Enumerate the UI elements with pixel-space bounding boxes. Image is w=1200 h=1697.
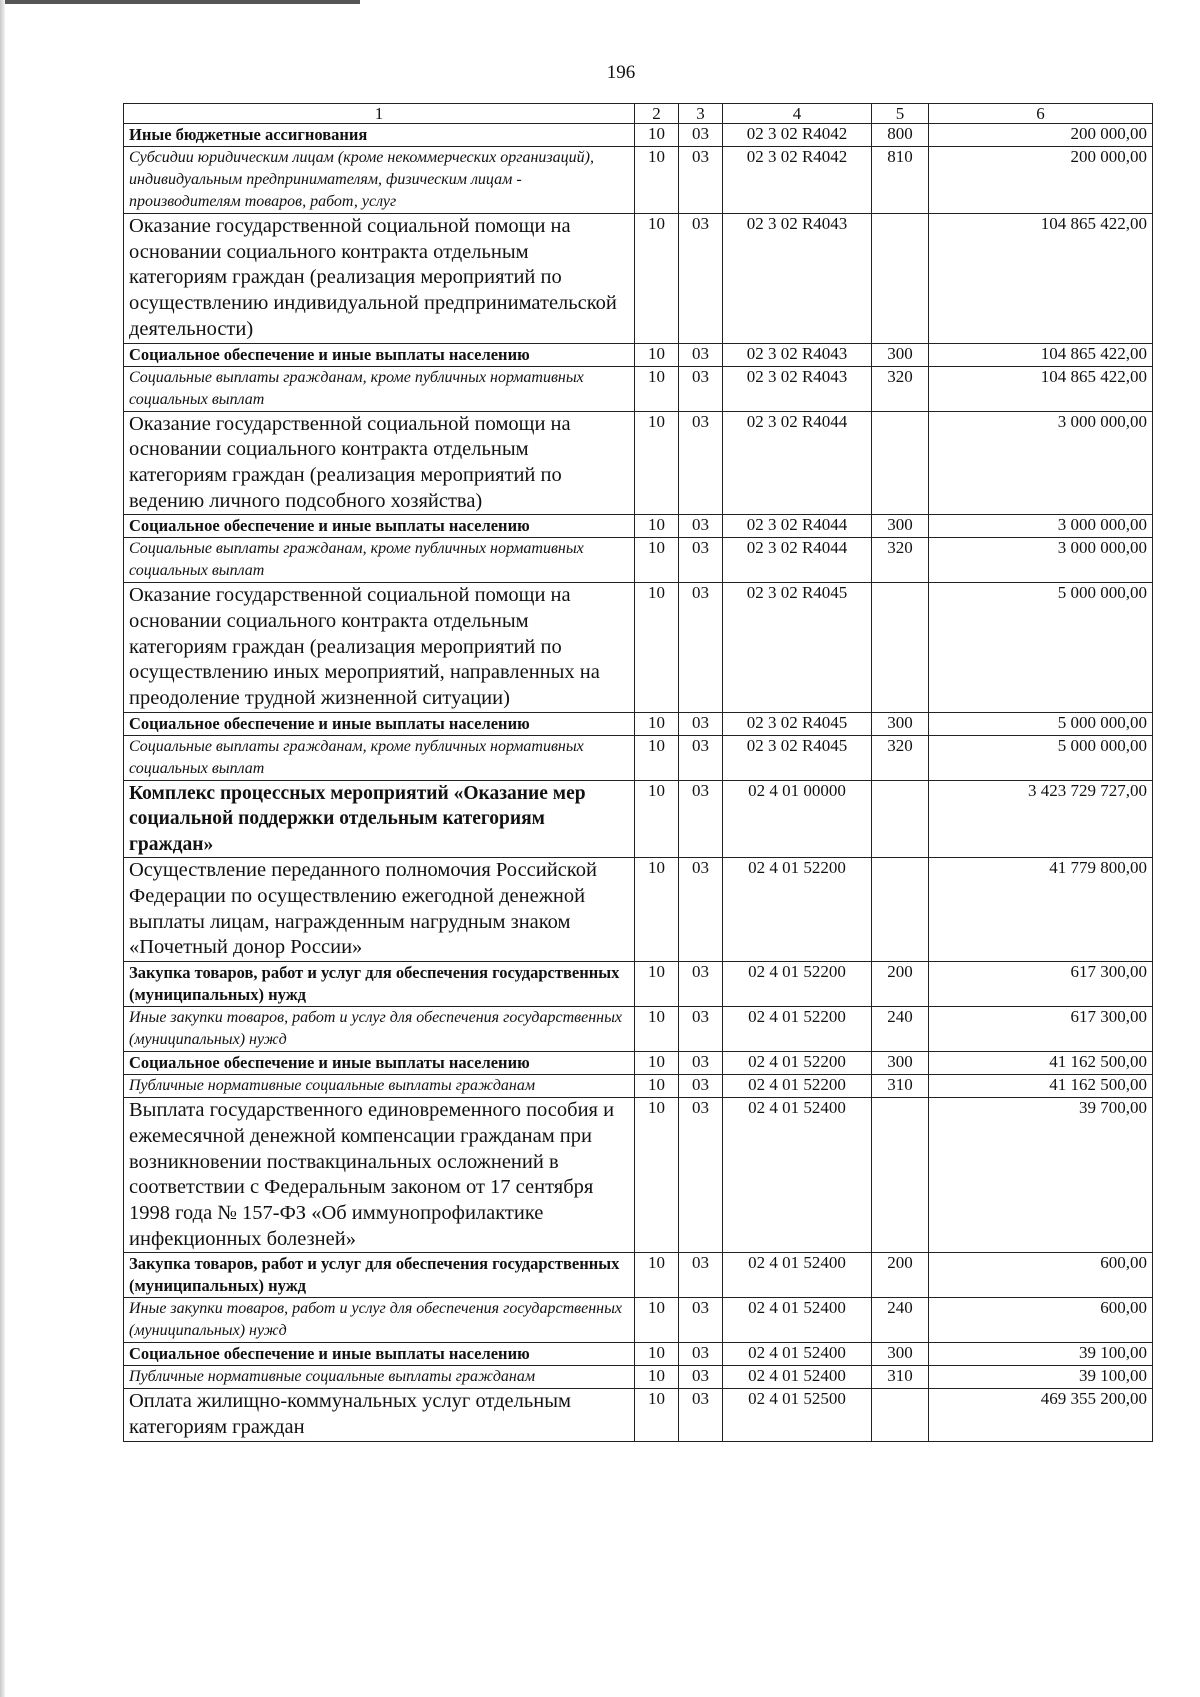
table-row: [124, 1098, 1153, 1253]
row-name-cell: Социальное обеспечение и иные выплаты населению: [124, 1343, 635, 1366]
row-name-cell: Осуществление переданного полномочия Российской Федерации по осуществлению ежегодной денежной выплаты лицам, награжденным нагрудным знаком «Почетный донор России»: [124, 858, 635, 962]
row-expense-type-cell: [872, 780, 929, 858]
row-section-cell: 10: [635, 1343, 679, 1366]
row-expense-type-cell: 200: [872, 1253, 929, 1298]
row-name-cell: Социальные выплаты гражданам, кроме публичных нормативных социальных выплат: [124, 538, 635, 583]
row-target-article-cell: 02 3 02 R4042: [723, 147, 872, 214]
row-expense-type-cell: [872, 411, 929, 515]
row-name-cell: Оказание государственной социальной помощи на основании социального контракта отдельным категориям граждан (реализация мероприятий по осуществлению индивидуальной предпринимательской деятельности): [124, 214, 635, 344]
row-target-article-cell: 02 3 02 R4045: [723, 583, 872, 713]
row-amount-cell: 617 300,00: [929, 962, 1153, 1007]
row-section-cell: 10: [635, 214, 679, 344]
row-expense-type-cell: 240: [872, 1298, 929, 1343]
row-section-cell: 10: [635, 1253, 679, 1298]
row-expense-type-cell: 300: [872, 343, 929, 366]
row-subsection-cell: 03: [679, 1052, 723, 1075]
row-subsection-cell: 03: [679, 583, 723, 713]
row-target-article-cell: 02 3 02 R4044: [723, 515, 872, 538]
row-subsection-cell: 03: [679, 214, 723, 344]
row-name-cell: Социальные выплаты гражданам, кроме публичных нормативных социальных выплат: [124, 735, 635, 780]
row-amount-cell: 617 300,00: [929, 1007, 1153, 1052]
header-cell-4: 4: [723, 104, 872, 124]
row-subsection-cell: 03: [679, 1298, 723, 1343]
row-amount-cell: 41 162 500,00: [929, 1052, 1153, 1075]
row-subsection-cell: 03: [679, 1389, 723, 1441]
row-section-cell: 10: [635, 962, 679, 1007]
row-name-cell: Социальное обеспечение и иные выплаты населению: [124, 343, 635, 366]
row-amount-cell: 600,00: [929, 1253, 1153, 1298]
header-cell-3: 3: [679, 104, 723, 124]
row-subsection-cell: 03: [679, 1007, 723, 1052]
row-name-cell: Иные закупки товаров, работ и услуг для обеспечения государственных (муниципальных) нужд: [124, 1007, 635, 1052]
row-target-article-cell: 02 3 02 R4043: [723, 366, 872, 411]
row-target-article-cell: 02 3 02 R4043: [723, 343, 872, 366]
row-subsection-cell: 03: [679, 1366, 723, 1389]
row-subsection-cell: 03: [679, 515, 723, 538]
row-amount-cell: 200 000,00: [929, 124, 1153, 147]
row-subsection-cell: 03: [679, 124, 723, 147]
table-row: [124, 1389, 1153, 1441]
table-row: [124, 1366, 1153, 1389]
row-expense-type-cell: 240: [872, 1007, 929, 1052]
row-target-article-cell: 02 3 02 R4044: [723, 538, 872, 583]
row-name-cell: Социальное обеспечение и иные выплаты населению: [124, 712, 635, 735]
table-row: [124, 1075, 1153, 1098]
row-name-cell: Социальные выплаты гражданам, кроме публичных нормативных социальных выплат: [124, 366, 635, 411]
table-row: [124, 124, 1153, 147]
row-amount-cell: 3 000 000,00: [929, 515, 1153, 538]
header-cell-6: 6: [929, 104, 1153, 124]
row-section-cell: 10: [635, 583, 679, 713]
row-expense-type-cell: [872, 1098, 929, 1253]
row-section-cell: 10: [635, 1052, 679, 1075]
row-amount-cell: 3 423 729 727,00: [929, 780, 1153, 858]
table-row: [124, 147, 1153, 214]
row-subsection-cell: 03: [679, 343, 723, 366]
row-amount-cell: 600,00: [929, 1298, 1153, 1343]
row-name-cell: Иные закупки товаров, работ и услуг для обеспечения государственных (муниципальных) нужд: [124, 1298, 635, 1343]
row-target-article-cell: 02 4 01 52200: [723, 1075, 872, 1098]
table-row: [124, 366, 1153, 411]
header-cell-5: 5: [872, 104, 929, 124]
row-section-cell: 10: [635, 780, 679, 858]
header-cell-2: 2: [635, 104, 679, 124]
row-expense-type-cell: 320: [872, 366, 929, 411]
row-amount-cell: 104 865 422,00: [929, 214, 1153, 344]
header-cell-1: 1: [124, 104, 635, 124]
row-amount-cell: 5 000 000,00: [929, 712, 1153, 735]
row-subsection-cell: 03: [679, 1253, 723, 1298]
row-subsection-cell: 03: [679, 1098, 723, 1253]
row-target-article-cell: 02 3 02 R4045: [723, 712, 872, 735]
row-expense-type-cell: 320: [872, 538, 929, 583]
row-name-cell: Закупка товаров, работ и услуг для обеспечения государственных (муниципальных) нужд: [124, 962, 635, 1007]
table-row: [124, 343, 1153, 366]
row-section-cell: 10: [635, 712, 679, 735]
table-row: [124, 1007, 1153, 1052]
row-amount-cell: 469 355 200,00: [929, 1389, 1153, 1441]
row-target-article-cell: 02 4 01 52200: [723, 1052, 872, 1075]
row-target-article-cell: 02 3 02 R4045: [723, 735, 872, 780]
row-expense-type-cell: [872, 214, 929, 344]
row-target-article-cell: 02 4 01 52400: [723, 1366, 872, 1389]
table-row: [124, 515, 1153, 538]
row-target-article-cell: 02 3 02 R4044: [723, 411, 872, 515]
row-target-article-cell: 02 3 02 R4042: [723, 124, 872, 147]
row-amount-cell: 41 162 500,00: [929, 1075, 1153, 1098]
page-number: 196: [606, 62, 636, 83]
row-subsection-cell: 03: [679, 1075, 723, 1098]
row-name-cell: Иные бюджетные ассигнования: [124, 124, 635, 147]
row-section-cell: 10: [635, 538, 679, 583]
row-expense-type-cell: [872, 858, 929, 962]
row-amount-cell: 39 100,00: [929, 1366, 1153, 1389]
row-expense-type-cell: 310: [872, 1075, 929, 1098]
table-row: [124, 583, 1153, 713]
row-section-cell: 10: [635, 1298, 679, 1343]
row-target-article-cell: 02 4 01 52500: [723, 1389, 872, 1441]
row-target-article-cell: 02 4 01 00000: [723, 780, 872, 858]
row-section-cell: 10: [635, 858, 679, 962]
row-target-article-cell: 02 4 01 52200: [723, 962, 872, 1007]
row-name-cell: Субсидии юридическим лицам (кроме некоммерческих организаций), индивидуальным предпринимателям, физическим лицам - производителям товаров, работ, услуг: [124, 147, 635, 214]
row-expense-type-cell: 300: [872, 1343, 929, 1366]
scan-top-edge: [0, 0, 360, 4]
row-section-cell: 10: [635, 147, 679, 214]
table-row: [124, 411, 1153, 515]
row-section-cell: 10: [635, 515, 679, 538]
row-subsection-cell: 03: [679, 735, 723, 780]
row-expense-type-cell: 800: [872, 124, 929, 147]
row-target-article-cell: 02 3 02 R4043: [723, 214, 872, 344]
table-row: [124, 735, 1153, 780]
row-section-cell: 10: [635, 124, 679, 147]
row-subsection-cell: 03: [679, 147, 723, 214]
row-name-cell: Публичные нормативные социальные выплаты гражданам: [124, 1075, 635, 1098]
table-row: [124, 1298, 1153, 1343]
row-expense-type-cell: 300: [872, 712, 929, 735]
row-section-cell: 10: [635, 1366, 679, 1389]
table-row: [124, 858, 1153, 962]
row-target-article-cell: 02 4 01 52200: [723, 858, 872, 962]
table-row: [124, 538, 1153, 583]
header-row: [124, 104, 1153, 124]
row-amount-cell: 104 865 422,00: [929, 366, 1153, 411]
table-row: [124, 780, 1153, 858]
budget-table: [123, 103, 1153, 1442]
row-amount-cell: 104 865 422,00: [929, 343, 1153, 366]
row-expense-type-cell: 200: [872, 962, 929, 1007]
row-name-cell: Комплекс процессных мероприятий «Оказание мер социальной поддержки отдельным категориям граждан»: [124, 780, 635, 858]
row-subsection-cell: 03: [679, 712, 723, 735]
row-subsection-cell: 03: [679, 962, 723, 1007]
table-row: [124, 1343, 1153, 1366]
table-body: [124, 104, 1153, 1442]
row-section-cell: 10: [635, 1075, 679, 1098]
row-name-cell: Оказание государственной социальной помощи на основании социального контракта отдельным категориям граждан (реализация мероприятий по ведению личного подсобного хозяйства): [124, 411, 635, 515]
row-expense-type-cell: [872, 1389, 929, 1441]
row-target-article-cell: 02 4 01 52400: [723, 1253, 872, 1298]
table-row: [124, 1052, 1153, 1075]
row-name-cell: Социальное обеспечение и иные выплаты населению: [124, 515, 635, 538]
row-name-cell: Оказание государственной социальной помощи на основании социального контракта отдельным категориям граждан (реализация мероприятий по осуществлению иных мероприятий, направленных на преодоление трудной жизненной ситуации): [124, 583, 635, 713]
row-target-article-cell: 02 4 01 52400: [723, 1098, 872, 1253]
row-expense-type-cell: 810: [872, 147, 929, 214]
row-expense-type-cell: 300: [872, 1052, 929, 1075]
row-name-cell: Оплата жилищно-коммунальных услуг отдельным категориям граждан: [124, 1389, 635, 1441]
row-subsection-cell: 03: [679, 1343, 723, 1366]
row-section-cell: 10: [635, 1007, 679, 1052]
row-amount-cell: 39 700,00: [929, 1098, 1153, 1253]
row-name-cell: Публичные нормативные социальные выплаты гражданам: [124, 1366, 635, 1389]
row-subsection-cell: 03: [679, 411, 723, 515]
table-row: [124, 1253, 1153, 1298]
row-section-cell: 10: [635, 735, 679, 780]
row-section-cell: 10: [635, 1098, 679, 1253]
row-section-cell: 10: [635, 1389, 679, 1441]
table-row: [124, 214, 1153, 344]
row-subsection-cell: 03: [679, 780, 723, 858]
row-name-cell: Закупка товаров, работ и услуг для обеспечения государственных (муниципальных) нужд: [124, 1253, 635, 1298]
table-row: [124, 712, 1153, 735]
row-subsection-cell: 03: [679, 538, 723, 583]
row-section-cell: 10: [635, 411, 679, 515]
row-section-cell: 10: [635, 366, 679, 411]
row-name-cell: Выплата государственного единовременного пособия и ежемесячной денежной компенсации гражданам при возникновении поствакцинальных осложнений в соответствии с Федеральным законом от 17 сентября 1998 года № 157-ФЗ «Об иммунопрофилактике инфекционных болезней»: [124, 1098, 635, 1253]
row-target-article-cell: 02 4 01 52200: [723, 1007, 872, 1052]
row-amount-cell: 3 000 000,00: [929, 411, 1153, 515]
row-expense-type-cell: 320: [872, 735, 929, 780]
row-expense-type-cell: 310: [872, 1366, 929, 1389]
row-target-article-cell: 02 4 01 52400: [723, 1343, 872, 1366]
row-section-cell: 10: [635, 343, 679, 366]
row-amount-cell: 41 779 800,00: [929, 858, 1153, 962]
row-name-cell: Социальное обеспечение и иные выплаты населению: [124, 1052, 635, 1075]
row-amount-cell: 3 000 000,00: [929, 538, 1153, 583]
row-amount-cell: 5 000 000,00: [929, 735, 1153, 780]
row-expense-type-cell: [872, 583, 929, 713]
row-expense-type-cell: 300: [872, 515, 929, 538]
row-subsection-cell: 03: [679, 858, 723, 962]
scan-left-edge: [0, 0, 5, 1697]
row-amount-cell: 5 000 000,00: [929, 583, 1153, 713]
row-amount-cell: 200 000,00: [929, 147, 1153, 214]
row-subsection-cell: 03: [679, 366, 723, 411]
row-target-article-cell: 02 4 01 52400: [723, 1298, 872, 1343]
table-row: [124, 962, 1153, 1007]
row-amount-cell: 39 100,00: [929, 1343, 1153, 1366]
